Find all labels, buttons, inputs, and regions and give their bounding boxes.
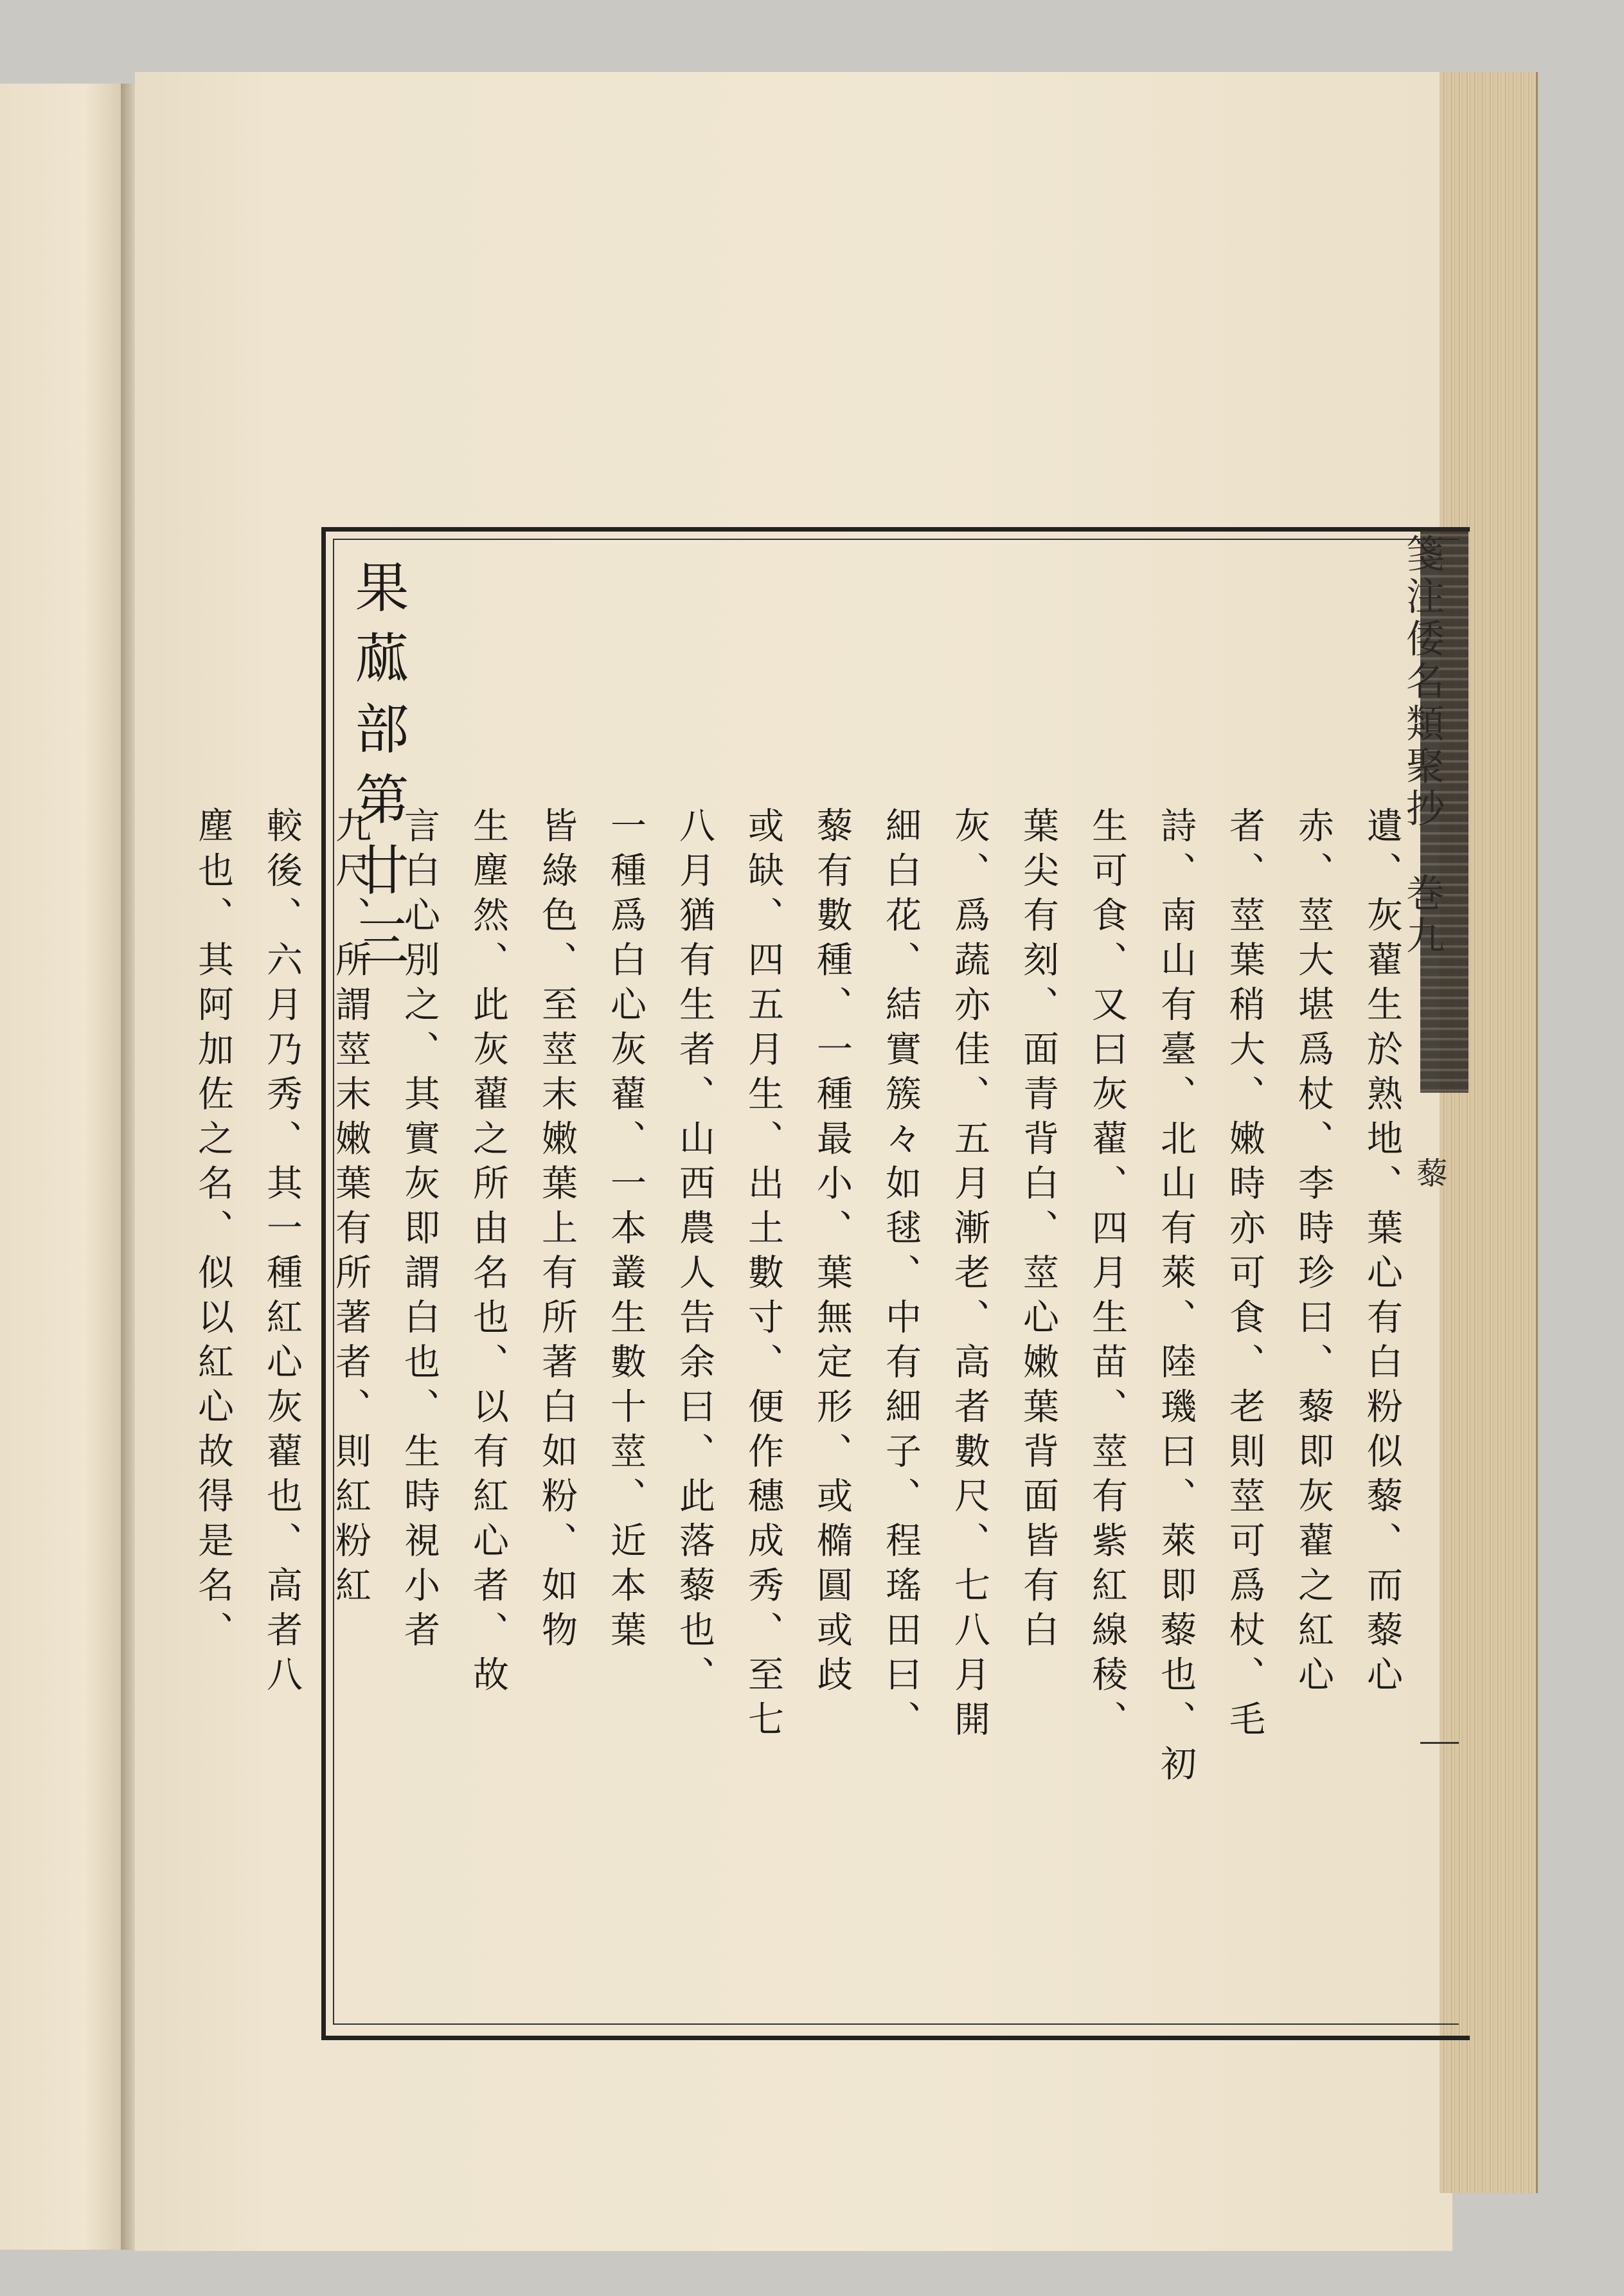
section-label: 藜	[1411, 1157, 1447, 1188]
left-page	[0, 84, 122, 2250]
text-column-5: 生可食、又曰灰藋、四月生苗、莖有紫紅線稜、	[1086, 807, 1128, 1745]
running-head: 箋注倭名類聚抄 巻九	[1400, 534, 1445, 958]
text-column-11: 八月猶有生者、山西農人告余曰、此落藜也、	[674, 807, 715, 1700]
text-column-3: 者、莖葉稍大、嫩時亦可食、老則莖可爲杖、毛	[1224, 807, 1265, 1745]
text-column-9: 藜有數種、一種最小、葉無定形、或橢圓或歧	[811, 807, 853, 1700]
section-rule	[1420, 1742, 1459, 1744]
text-column-13: 皆綠色、至莖末嫩葉上有所著白如粉、如物	[536, 807, 578, 1656]
text-column-14: 生塵然、此灰藋之所由名也、以有紅心者、故	[467, 807, 509, 1700]
text-column-12: 一種爲白心灰藋、一本叢生數十莖、近本葉	[605, 807, 647, 1656]
book-gutter	[121, 84, 135, 2250]
text-column-17: 較後、六月乃秀、其一種紅心灰藋也、高者八	[261, 807, 303, 1700]
text-column-10: 或缺、四五月生、出土數寸、便作穗成秀、至七	[742, 807, 784, 1745]
text-column-2: 赤、莖大堪爲杖、李時珍曰、藜即灰藋之紅心	[1292, 807, 1334, 1700]
text-column-8: 細白花、結實簇々如毬、中有細子、程瑤田曰、	[880, 807, 922, 1745]
text-column-4: 詩、南山有臺、北山有萊、陸璣曰、萊即藜也、初	[1155, 807, 1197, 1789]
text-column-16: 九尺、所謂莖末嫩葉有所著者、則紅粉紅	[330, 807, 371, 1611]
text-column-15: 言白心別之、其實灰即謂白也、生時視小者	[398, 807, 440, 1656]
chapter-title: 果蓏部第廿三	[346, 559, 409, 983]
text-column-18: 塵也、其阿加佐之名、似以紅心故得是名、	[192, 807, 234, 1656]
text-column-7: 灰、爲蔬亦佳、五月漸老、高者數尺、七八月開	[949, 807, 990, 1745]
text-column-1: 遺、灰藋生於熟地、葉心有白粉似藜、而藜心	[1361, 807, 1403, 1700]
text-column-6: 葉尖有刻、面青背白、莖心嫩葉背面皆有白	[1017, 807, 1059, 1656]
